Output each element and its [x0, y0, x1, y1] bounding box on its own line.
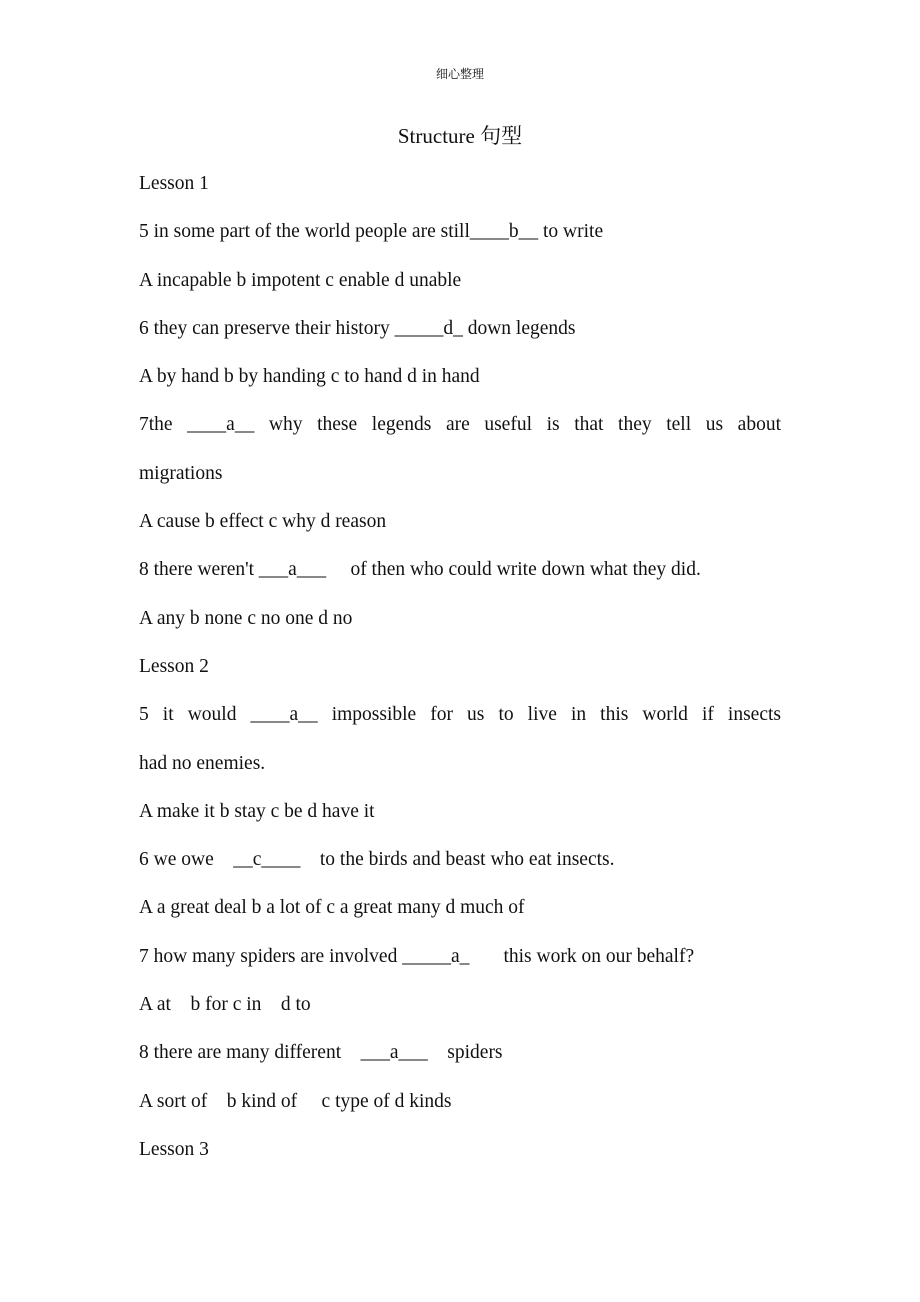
- text-line: Lesson 1: [139, 173, 209, 194]
- text-line: had no enemies.: [139, 752, 266, 774]
- text-line: A by hand b by handing c to hand d in hand: [139, 366, 480, 388]
- text-line: 8 there are many different ___a___ spiders: [139, 1042, 503, 1064]
- text-line: 5 in some part of the world people are still____b__ to write: [139, 221, 604, 243]
- text-line: A make it b stay c be d have it: [139, 800, 375, 822]
- text-line: A incapable b impotent c enable d unable: [139, 269, 462, 291]
- document-body: [139, 168, 781, 1182]
- text-line: A cause b effect c why d reason: [139, 511, 387, 533]
- text-line: Lesson 2: [139, 655, 209, 677]
- text-line: A at b for c in d to: [139, 994, 311, 1016]
- text-line: 5 it would ____a__ impossible for us to live in this world if insects: [139, 704, 781, 726]
- text-line: 7the ____a__ why these legends are useful is that they tell us about: [139, 414, 781, 436]
- text-line: 6 they can preserve their history _____d_ down legends: [139, 317, 576, 339]
- text-line: A sort of b kind of c type of d kinds: [139, 1090, 452, 1112]
- page-title: Structure 句型: [397, 124, 523, 148]
- text-line: A any b none c no one d no: [139, 607, 353, 629]
- text-line: migrations: [139, 462, 223, 484]
- page-header: 细心整理: [435, 67, 484, 81]
- text-line: 8 there weren't ___a___ of then who could write down what they did.: [139, 559, 701, 581]
- text-line: 7 how many spiders are involved _____a_ this work on our behalf?: [139, 945, 695, 967]
- text-line: 6 we owe __c____ to the birds and beast who eat insects.: [139, 849, 615, 871]
- text-line: A a great deal b a lot of c a great many d much of: [139, 897, 525, 919]
- text-line: Lesson 3: [139, 1138, 209, 1160]
